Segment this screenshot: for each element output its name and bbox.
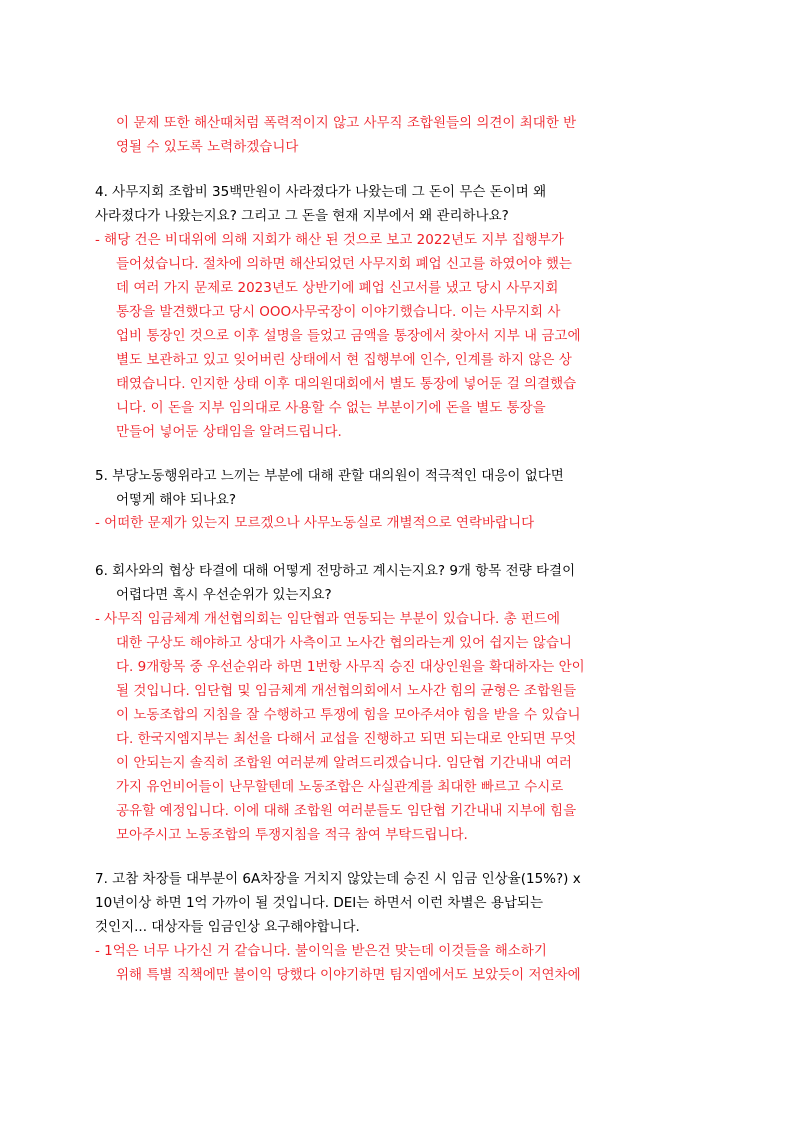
question-text-line: 6. 회사와의 협상 타결에 대해 어떻게 전망하고 계시는지요? 9개 항목 전량 타결이 [95, 563, 576, 579]
answer-text-line: 가지 유언비어들이 난무할텐데 노동조합은 사실관계를 최대한 빠르고 수시로 [116, 779, 564, 795]
question-text-line: 4. 사무지회 조합비 35백만원이 사라졌다가 나왔는데 그 돈이 무슨 돈이며 왜 [95, 184, 547, 200]
answer-text-line: 대한 구상도 해야하고 상대가 사측이고 노사간 협의라는게 있어 쉽지는 않습니 [116, 635, 572, 651]
question-text-line: 것인지... 대상자들 임금인상 요구해야합니다. [95, 919, 360, 935]
question-text-line: 사라졌다가 나왔는지요? 그리고 그 돈을 현재 지부에서 왜 관리하나요? [95, 208, 509, 224]
answer-text-line: - 어떠한 문제가 있는지 모르겠으나 사무노동실로 개별적으로 연락바랍니다 [95, 515, 535, 531]
answer-text-line: 이 노동조합의 지침을 잘 수행하고 투쟁에 힘을 모아주셔야 힘을 받을 수 있습니 [116, 707, 581, 723]
answer-text-line: 공유할 예정입니다. 이에 대해 조합원 여러분들도 임단협 기간내내 지부에 힘을 [116, 803, 577, 819]
question-text-line: 어렵다면 혹시 우선순위가 있는지요? [116, 587, 332, 603]
answer-text-line: - 1억은 너무 나가신 거 같습니다. 불이익을 받은건 맞는데 이것들을 해소하기 [95, 943, 547, 959]
answer-text-line: 다. 9개항목 중 우선순위라 하면 1번항 사무직 승진 대상인원을 확대하자는 안이 [116, 659, 585, 675]
answer-text-line: 될 것입니다. 임단협 및 임금체계 개선협의회에서 노사간 힘의 균형은 조합원들 [116, 683, 577, 699]
answer-text-line: 다. 한국지엠지부는 최선을 다해서 교섭을 진행하고 되면 되는대로 안되면 무엇 [116, 731, 577, 747]
question-text-line: 어떻게 해야 되나요? [116, 492, 237, 508]
answer-text-line: - 사무직 임금체계 개선협의회는 임단협과 연동되는 부분이 있습니다. 총 펀드에 [95, 611, 561, 627]
answer-text-line: 업비 통장인 것으로 이후 설명을 들었고 금액을 통장에서 찾아서 지부 내 금고에 [116, 328, 581, 344]
answer-text-line: 영될 수 있도록 노력하겠습니다 [116, 139, 299, 155]
answer-text-line: 위해 특별 직책에만 불이익 당했다 이야기하면 팀지엠에서도 보았듯이 저연차에 [116, 967, 581, 983]
answer-text-line: 별도 보관하고 있고 잊어버린 상태에서 현 집행부에 인수, 인계를 하지 않은 상 [116, 352, 572, 368]
answer-text-line: 모아주시고 노동조합의 투쟁지침을 적극 참여 부탁드립니다. [116, 827, 468, 843]
answer-text-line: 태였습니다. 인지한 상태 이후 대의원대회에서 별도 통장에 넣어둔 걸 의결했습 [116, 376, 577, 392]
answer-text-line: - 해당 건은 비대위에 의해 지회가 해산 된 것으로 보고 2022년도 지부 집행부가 [95, 232, 564, 248]
answer-text-line: 이 문제 또한 해산때처럼 폭력적이지 않고 사무직 조합원들의 의견이 최대한 반 [116, 115, 577, 131]
answer-text-line: 통장을 발견했다고 당시 OOO사무국장이 이야기했습니다. 이는 사무지회 사 [116, 304, 561, 320]
answer-text-line: 들어섰습니다. 절차에 의하면 해산되었던 사무지회 폐업 신고를 하였어야 했는 [116, 256, 572, 272]
question-text-line: 5. 부당노동행위라고 느끼는 부분에 대해 관할 대의원이 적극적인 대응이 없다면 [95, 468, 564, 484]
answer-text-line: 니다. 이 돈을 지부 임의대로 사용할 수 없는 부분이기에 돈을 별도 통장을 [116, 400, 546, 416]
answer-text-line: 만들어 넣어둔 상태임을 알려드립니다. [116, 424, 342, 440]
answer-text-line: 이 안되는지 솔직히 조합원 여러분께 알려드리겠습니다. 임단협 기간내내 여러 [116, 755, 572, 771]
question-text-line: 10년이상 하면 1억 가까이 될 것입니다. DEI는 하면서 이런 차별은 용납되는 [95, 895, 543, 911]
question-text-line: 7. 고참 차장들 대부분이 6A차장을 거치지 않았는데 승진 시 임금 인상율(15%?) x [95, 871, 581, 887]
answer-text-line: 데 여러 가지 문제로 2023년도 상반기에 폐업 신고서를 냈고 당시 사무지회 [116, 280, 559, 296]
